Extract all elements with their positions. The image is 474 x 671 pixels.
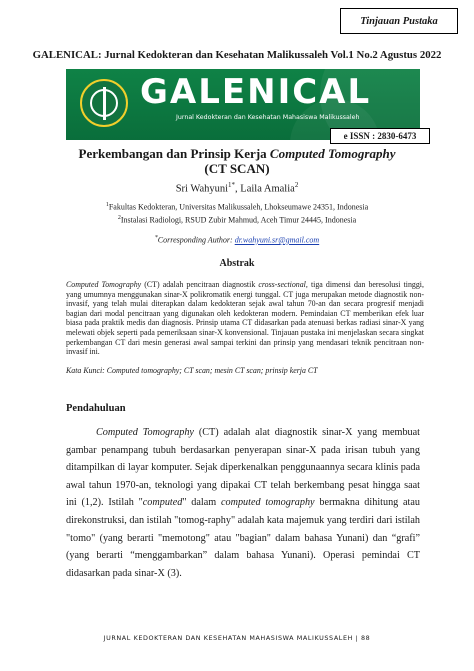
abstract-body (66, 280, 424, 357)
affiliation-1 (0, 200, 474, 213)
intro-text: bermakna dihitung atau direkonstruksi, dan istilah "tomog-raphy" adalah kata majemuk yang terdiri dari istilah "tomo" (yang berarti "memotong" atau "bagian" dalam bahasa Yunani) dan “grafi” (yang berarti “menggambarkan” dalam bahasa Yunani). Operasi pemindai CT didasarkan pada sinar-X (3). (66, 497, 420, 579)
intro-text: (CT) adalah alat diagnostik sinar-X yang membuat gambar penampang tubuh berdasarkan penyerapan sinar-X pada irisan tubuh yang ditampilkan di layar komputer. Sejak diperkenalkan penggunaannya secara klinis pada awal tahun 1970-an, teknologi yang dipakai CT telah berkembang pesat hingga saat ini (1,2). Istilah " (66, 427, 420, 509)
affiliation-mark: 2 (117, 215, 121, 222)
banner-title: GALENICAL (140, 72, 372, 112)
author-name: Sri Wahyuni (175, 183, 229, 195)
article-title (0, 146, 474, 176)
title-line-2: (CT SCAN) (204, 161, 270, 176)
journal-running-title: GALENICAL: Jurnal Kedokteran dan Kesehatan Malikussaleh Vol.1 No.2 Agustus 2022 (32, 49, 442, 61)
emblem-staff (103, 87, 106, 120)
author-separator: , (235, 183, 241, 195)
banner-subtitle: Jurnal Kedokteran dan Kesehatan Mahasiswa Malikussaleh (176, 114, 360, 121)
affiliation-text: Fakultas Kedokteran, Universitas Malikussaleh, Lhokseumawe 24351, Indonesia (108, 202, 369, 212)
author-name: Laila Amalia (240, 183, 295, 195)
intro-body (66, 424, 420, 582)
section-tag-label: Tinjauan Pustaka (360, 15, 438, 27)
section-heading: Pendahuluan (66, 403, 126, 414)
keywords: Kata Kunci: Computed tomography; CT scan; mesin CT scan; prinsip kerja CT (66, 366, 318, 375)
abstract-text: (CT) adalah pencitraan diagnostik (141, 280, 259, 289)
intro-italic: computed tomography (220, 497, 315, 509)
corresponding-author (0, 235, 474, 245)
corresponding-email-link[interactable]: dr.wahyuni.sr@gmail.com (234, 235, 320, 245)
abstract-text: , tiga dimensi dan beresolusi tinggi, yang umumnya menggunakan sinar-X polikromatik energi tunggal. CT juga merupakan metode diagnostik non-invasif, yang telah mulai diterapkan dalam kedokteran sejak awal tahun 70-an dan secara progresif menjadi bagian dari modal pencitraan yang digunakan oleh kedokteran modern. Pemindaian CT memberikan efek luar biasa pada praktik medis dan diagnosis. Prinsip utama CT didasarkan pada atenuasi berkas radiasi sinar-X yang melewati objek seperti pada pemeriksaan sinar-X konvensional. Tinjauan pustaka ini menjelaskan secara singkat perkembangan CT dari mesin generasi awal sampai terkini dan prinsip yang mendasari teknik pencitraan non-invasif ini. (66, 280, 424, 357)
affiliations (0, 200, 474, 226)
affiliation-text: Instalasi Radiologi, RSUD Zubir Mahmud, Aceh Timur 24445, Indonesia (120, 215, 357, 225)
intro-italic: computed (142, 497, 183, 509)
issn-badge (330, 128, 430, 144)
intro-paragraph (66, 424, 420, 582)
affiliation-2 (0, 213, 474, 226)
title-prefix: Perkembangan dan Prinsip Kerja (78, 146, 270, 161)
section-tag (340, 8, 458, 34)
intro-text: " dalam (182, 497, 221, 509)
galenical-emblem-icon (80, 79, 128, 127)
title-italic: Computed Tomography (269, 146, 396, 161)
author-list (0, 181, 474, 195)
corresponding-label: Corresponding Author: (157, 235, 235, 245)
affiliation-mark: 1 (105, 202, 109, 208)
page-footer: JURNAL KEDOKTERAN DAN KESEHATAN MAHASISWA MALIKUSSALEH | 88 (103, 634, 371, 642)
intro-italic: Computed Tomography (96, 427, 194, 438)
author-mark: 1* (228, 181, 236, 189)
issn-text: e ISSN : 2830-6473 (343, 131, 417, 141)
abstract-italic-term: cross-sectional (258, 280, 306, 289)
title-line-1 (0, 146, 474, 161)
abstract-italic-term: Computed Tomography (66, 280, 142, 289)
corresponding-mark: * (154, 235, 158, 241)
abstract-heading: Abstrak (219, 258, 255, 269)
author-mark: 2 (294, 181, 299, 189)
